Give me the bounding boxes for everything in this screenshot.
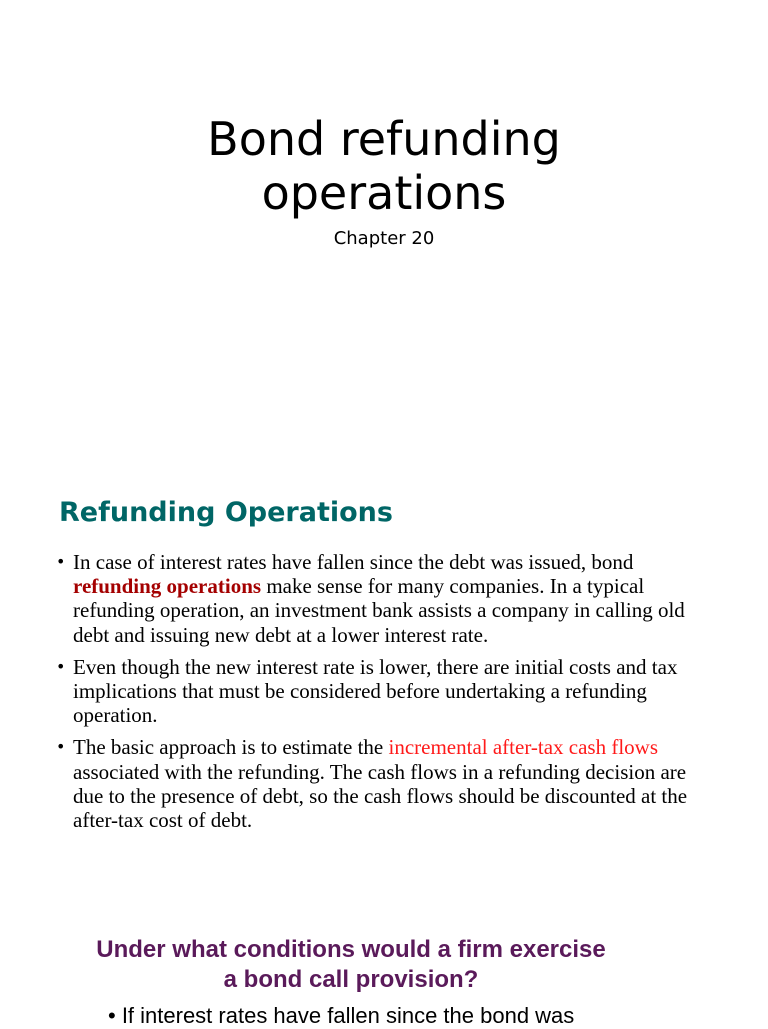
title-line-1: Bond refunding bbox=[207, 112, 561, 166]
bullet-marker: • bbox=[56, 656, 66, 676]
bullet-item-3 bbox=[56, 735, 716, 832]
bullet-text: In case of interest rates have fallen since the debt was issued, bond bbox=[73, 550, 634, 574]
slide-heading bbox=[60, 935, 642, 995]
heading-line-1: Under what conditions would a firm exercise bbox=[96, 936, 606, 963]
bullet-list bbox=[56, 550, 716, 840]
bullet-text: make sense for many companies. In a typical refunding operation, an investment bank assists a company in calling old debt and issuing new debt at a lower interest rate. bbox=[73, 574, 685, 647]
bullet-text: associated with the refunding. The cash flows in a refunding decision are due to the presence of debt, so the cash flows should be discounted at the after-tax cost of debt. bbox=[73, 759, 688, 833]
slide-subtitle: Chapter 20 bbox=[333, 228, 435, 249]
slide-title bbox=[0, 112, 768, 220]
bullet-marker: • bbox=[56, 552, 66, 571]
highlighted-term: incremental after-tax cash flows bbox=[388, 735, 659, 760]
title-slide bbox=[0, 0, 768, 420]
call-provision-slide bbox=[0, 890, 768, 1028]
slide-heading: Refunding Operations bbox=[59, 497, 393, 528]
heading-line-2: a bond call provision? bbox=[223, 966, 479, 993]
refunding-operations-slide bbox=[0, 420, 768, 890]
highlighted-term: refunding operations bbox=[73, 574, 262, 599]
bullet-marker: • bbox=[56, 737, 66, 757]
bullet-text: The basic approach is to estimate the bbox=[73, 735, 389, 760]
bullet-item-1 bbox=[56, 550, 716, 647]
bullet-item-2 bbox=[56, 655, 716, 728]
title-line-2: operations bbox=[261, 166, 507, 220]
bullet-item-1: • If interest rates have fallen since the bond was bbox=[108, 1003, 575, 1028]
bullet-text: Even though the new interest rate is lower, there are initial costs and tax implications that must be considered before undertaking a refunding operation. bbox=[73, 654, 678, 728]
